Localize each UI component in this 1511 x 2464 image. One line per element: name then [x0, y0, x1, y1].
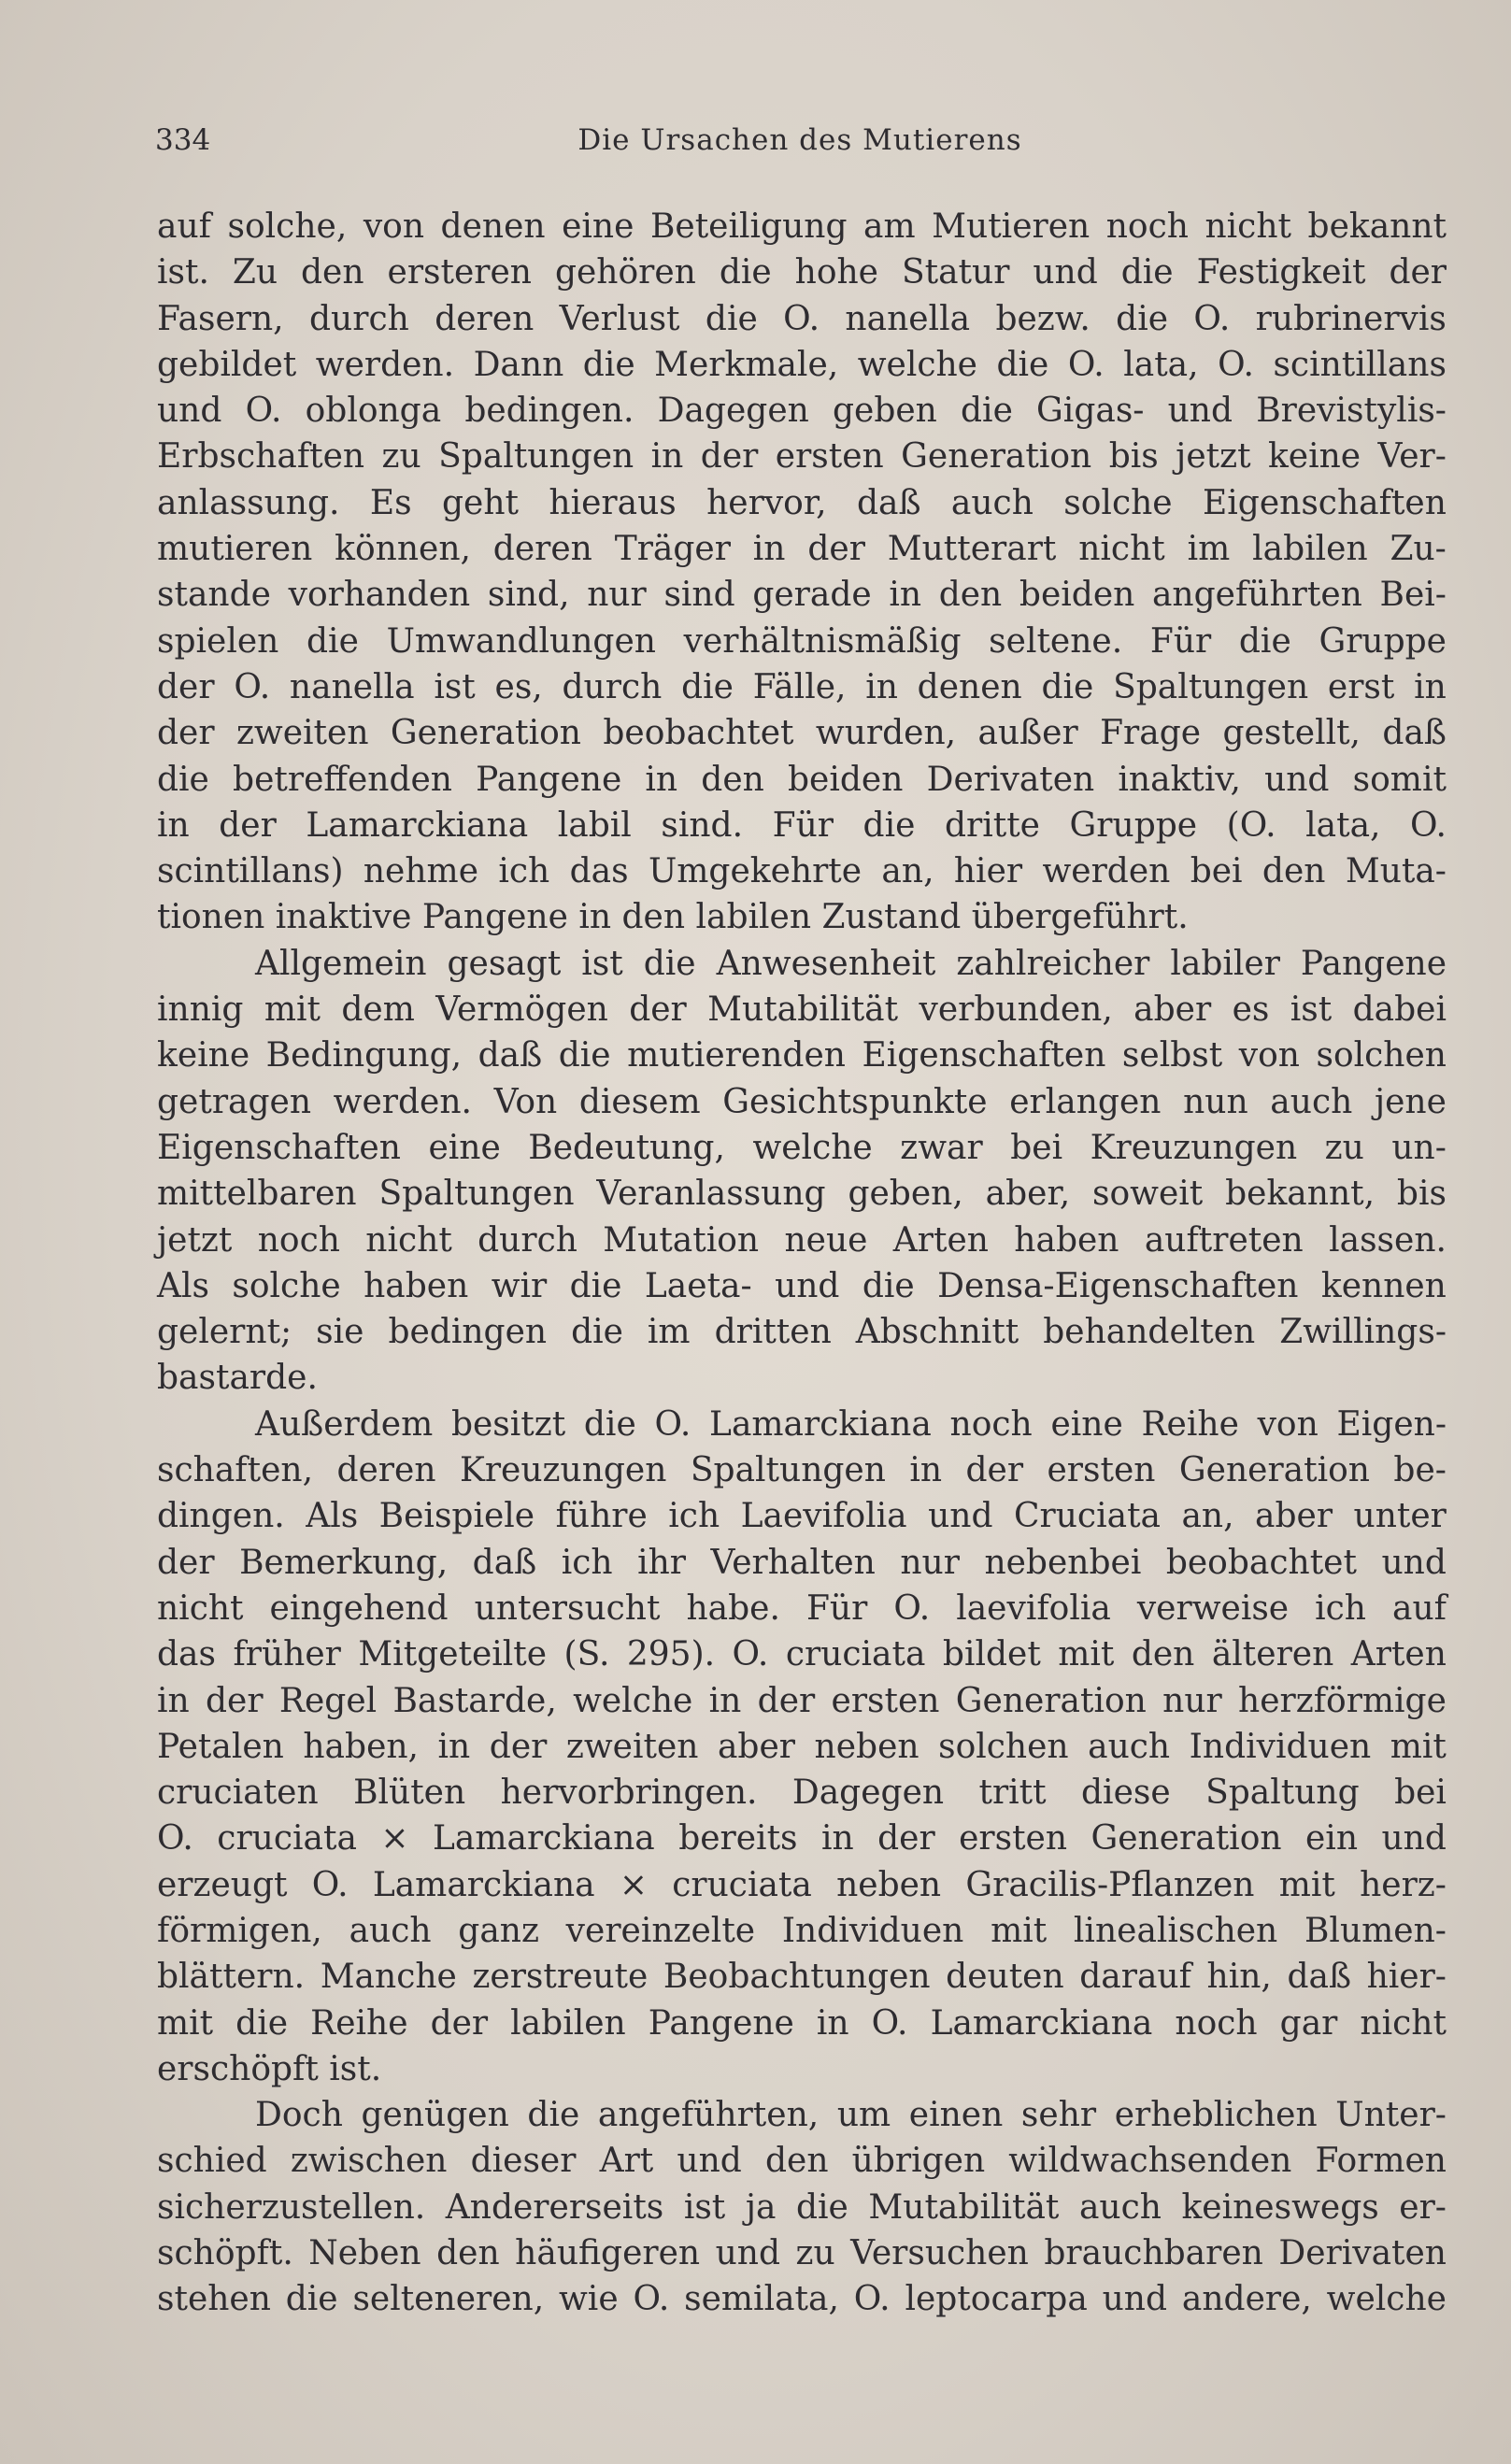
- text-line: mit die Reihe der labilen Pangene in O. Lamarckiana noch gar nicht: [157, 2003, 1447, 2043]
- text-line: keine Bedingung, daß die mutierenden Eigenschaften selbst von solchen: [157, 1036, 1447, 1075]
- text-line: blättern. Manche zerstreute Beobachtungen deuten darauf hin, daß hier-: [157, 1958, 1447, 1997]
- text-line: der O. nanella ist es, durch die Fälle, in denen die Spaltungen erst in: [157, 667, 1447, 706]
- text-line: Fasern, durch deren Verlust die O. nanella bezw. die O. rubrinervis: [157, 299, 1447, 338]
- text-line: gebildet werden. Dann die Merkmale, welche die O. lata, O. scintillans: [157, 345, 1447, 384]
- text-line: tionen inaktive Pangene in den labilen Zustand übergeführt.: [157, 898, 1189, 937]
- text-line: anlassung. Es geht hieraus hervor, daß auch solche Eigenschaften: [157, 483, 1447, 522]
- text-line: Petalen haben, in der zweiten aber neben solchen auch Individuen mit: [157, 1727, 1447, 1766]
- text-line: Eigenschaften eine Bedeutung, welche zwar bei Kreuzungen zu un-: [157, 1128, 1447, 1167]
- text-line: das früher Mitgeteilte (S. 295). O. cruciata bildet mit den älteren Arten: [157, 1635, 1447, 1674]
- text-line: Doch genügen die angeführten, um einen sehr erheblichen Unter-: [255, 2096, 1447, 2135]
- body-text: [157, 204, 1447, 2323]
- text-line: bastarde.: [157, 1359, 318, 1398]
- text-line: stande vorhanden sind, nur sind gerade in den beiden angeführten Bei-: [157, 576, 1447, 615]
- text-line: schaften, deren Kreuzungen Spaltungen in der ersten Generation be-: [157, 1451, 1447, 1490]
- text-line: auf solche, von denen eine Beteiligung am Mutieren noch nicht bekannt: [157, 207, 1447, 246]
- running-title: Die Ursachen des Mutierens: [577, 123, 1022, 157]
- text-line: jetzt noch nicht durch Mutation neue Arten haben auftreten lassen.: [157, 1220, 1447, 1260]
- text-line: sicherzustellen. Andererseits ist ja die Mutabilität auch keineswegs er-: [157, 2187, 1447, 2227]
- text-line: spielen die Umwandlungen verhältnismäßig seltene. Für die Gruppe: [157, 621, 1447, 661]
- text-line: förmigen, auch ganz vereinzelte Individuen mit linealischen Blumen-: [157, 1911, 1447, 1950]
- text-line: der Bemerkung, daß ich ihr Verhalten nur nebenbei beobachtet und: [157, 1543, 1447, 1582]
- text-line: der zweiten Generation beobachtet wurden, außer Frage gestellt, daß: [157, 714, 1447, 753]
- text-line: innig mit dem Vermögen der Mutabilität verbunden, aber es ist dabei: [157, 990, 1447, 1030]
- text-line: getragen werden. Von diesem Gesichtspunkte erlangen nun auch jene: [157, 1082, 1447, 1121]
- text-line: ist. Zu den ersteren gehören die hohe Statur und die Festigkeit der: [157, 253, 1447, 292]
- text-line: stehen die selteneren, wie O. semilata, O. leptocarpa und andere, welche: [157, 2280, 1447, 2319]
- text-line: Außerdem besitzt die O. Lamarckiana noch eine Reihe von Eigen-: [255, 1404, 1447, 1444]
- text-line: gelernt; sie bedingen die im dritten Abschnitt behandelten Zwillings-: [157, 1313, 1447, 1352]
- text-line: schied zwischen dieser Art und den übrigen wildwachsenden Formen: [157, 2142, 1447, 2181]
- text-line: in der Regel Bastarde, welche in der ersten Generation nur herzförmige: [157, 1681, 1447, 1720]
- text-line: in der Lamarckiana labil sind. Für die dritte Gruppe (O. lata, O.: [157, 805, 1447, 845]
- text-line: mittelbaren Spaltungen Veranlassung geben, aber, soweit bekannt, bis: [157, 1175, 1447, 1214]
- text-line: nicht eingehend untersucht habe. Für O. laevifolia verweise ich auf: [157, 1588, 1447, 1628]
- text-line: und O. oblonga bedingen. Dagegen geben die Gigas- und Brevistylis-: [157, 392, 1447, 431]
- text-line: schöpft. Neben den häufigeren und zu Versuchen brauchbaren Derivaten: [157, 2234, 1447, 2273]
- text-line: erzeugt O. Lamarckiana × cruciata neben Gracilis-Pflanzen mit herz-: [157, 1865, 1447, 1904]
- text-line: O. cruciata × Lamarckiana bereits in der ersten Generation ein und: [157, 1819, 1447, 1859]
- text-line: Erbschaften zu Spaltungen in der ersten Generation bis jetzt keine Ver-: [157, 437, 1447, 477]
- text-line: dingen. Als Beispiele führe ich Laevifolia und Cruciata an, aber unter: [157, 1497, 1447, 1536]
- text-line: Allgemein gesagt ist die Anwesenheit zahlreicher labiler Pangene: [255, 944, 1447, 983]
- page-number: 334: [155, 123, 211, 157]
- text-line: mutieren können, deren Träger in der Mutterart nicht im labilen Zu-: [157, 530, 1447, 569]
- text-line: Als solche haben wir die Laeta- und die Densa-Eigenschaften kennen: [157, 1266, 1447, 1305]
- text-line: cruciaten Blüten hervorbringen. Dagegen tritt diese Spaltung bei: [157, 1773, 1447, 1813]
- text-line: erschöpft ist.: [157, 2049, 382, 2088]
- text-line: scintillans) nehme ich das Umgekehrte an, hier werden bei den Muta-: [157, 852, 1447, 891]
- text-line: die betreffenden Pangene in den beiden Derivaten inaktiv, und somit: [157, 760, 1447, 799]
- page-header: [155, 123, 1445, 170]
